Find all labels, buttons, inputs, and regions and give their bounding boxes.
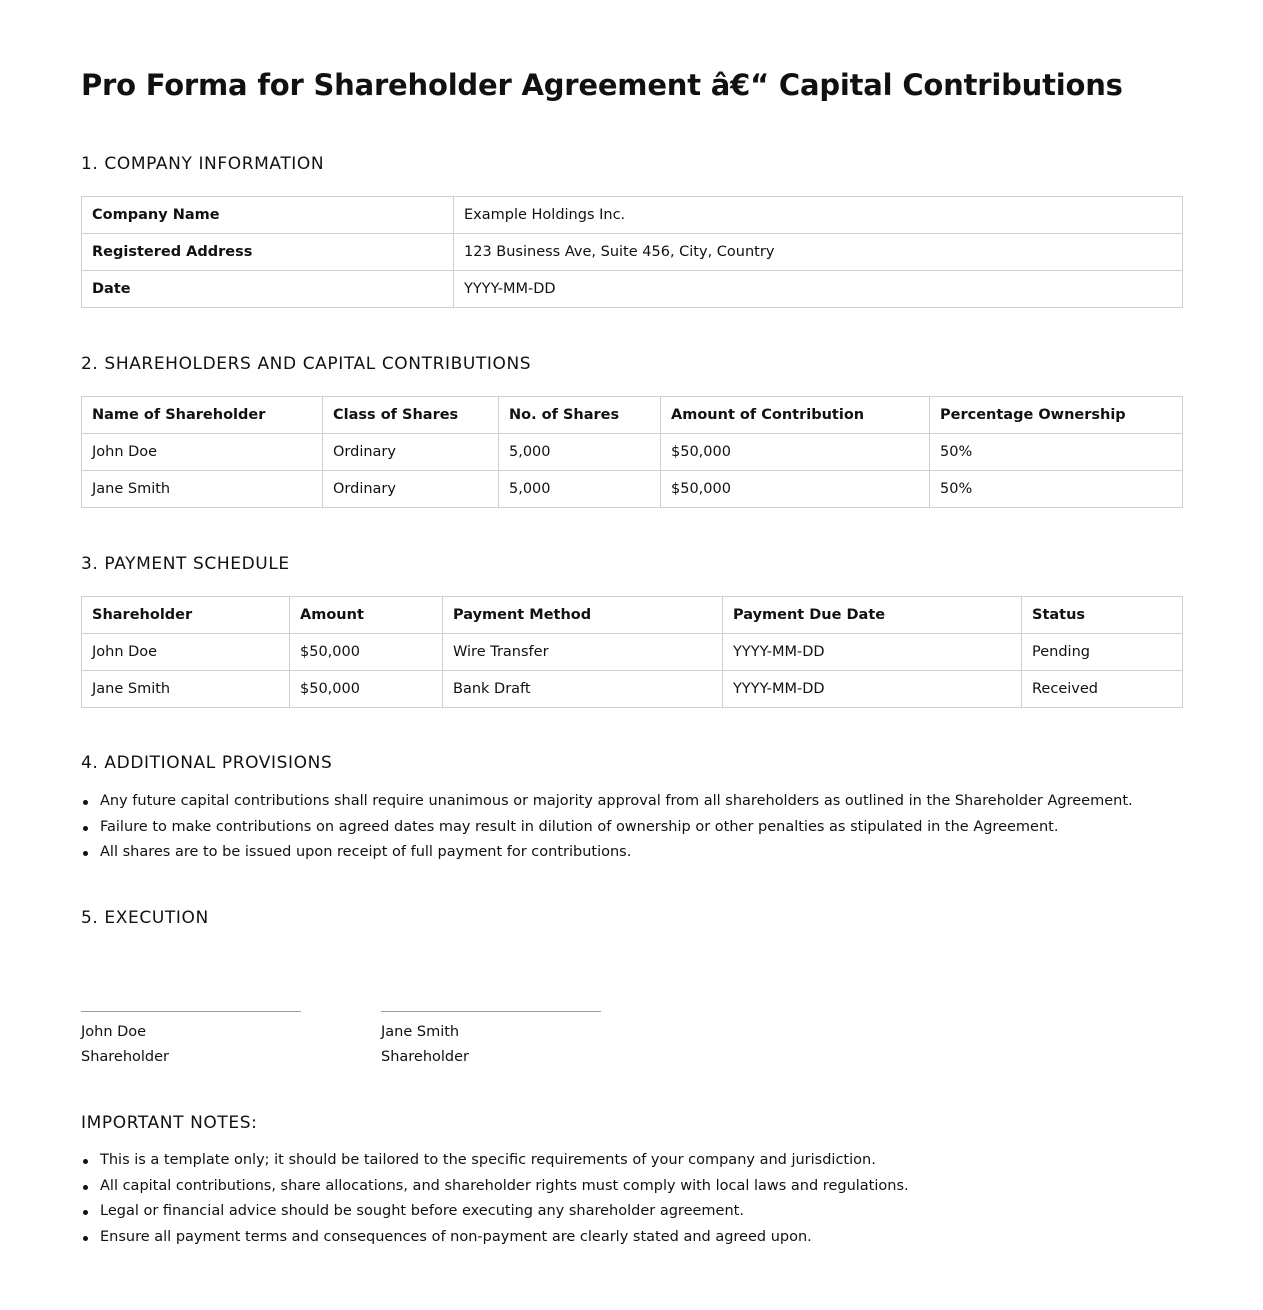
table-cell: John Doe (82, 434, 323, 471)
section-heading-notes: IMPORTANT NOTES: (81, 1113, 258, 1133)
status-cell: Received (1022, 671, 1183, 708)
list-item: Any future capital contributions shall require unanimous or majority approval from all shareholders as outlined in the Shareholder Agreement. (100, 789, 1133, 815)
table-row (82, 671, 1183, 708)
table-cell: 5,000 (499, 434, 661, 471)
signatory-name: John Doe (81, 1024, 147, 1040)
list-item: This is a template only; it should be tailored to the specific requirements of your company and jurisdiction. (100, 1148, 909, 1174)
table-row (82, 234, 1183, 271)
section-heading-execution: 5. EXECUTION (81, 908, 209, 928)
table-cell: YYYY-MM-DD (723, 671, 1022, 708)
table-row (82, 271, 1183, 308)
table-cell: Bank Draft (443, 671, 723, 708)
signature-line (81, 1011, 301, 1012)
column-header: Status (1022, 597, 1183, 634)
shareholders-table (81, 396, 1183, 508)
table-row (82, 634, 1183, 671)
provisions-list (81, 789, 1133, 866)
table-cell: 50% (930, 434, 1183, 471)
list-item: Failure to make contributions on agreed dates may result in dilution of ownership or other penalties as stipulated in the Agreement. (100, 815, 1133, 841)
table-cell: Ordinary (323, 434, 499, 471)
notes-list (81, 1148, 909, 1250)
table-cell: $50,000 (290, 671, 443, 708)
table-header-row (82, 397, 1183, 434)
signatory-role: Shareholder (381, 1049, 470, 1065)
table-cell: 50% (930, 471, 1183, 508)
section-heading-provisions: 4. ADDITIONAL PROVISIONS (81, 753, 333, 773)
document-title: Pro Forma for Shareholder Agreement â€“ Capital Contributions (81, 68, 1123, 102)
column-header: Class of Shares (323, 397, 499, 434)
column-header: Amount (290, 597, 443, 634)
column-header: Percentage Ownership (930, 397, 1183, 434)
payment-schedule-table (81, 596, 1183, 708)
signatory-name: Jane Smith (381, 1024, 460, 1040)
list-item: All capital contributions, share allocations, and shareholder rights must comply with local laws and regulations. (100, 1174, 909, 1200)
table-cell: YYYY-MM-DD (723, 634, 1022, 671)
table-cell: Ordinary (323, 471, 499, 508)
section-heading-company: 1. COMPANY INFORMATION (81, 154, 325, 174)
table-header-row (82, 597, 1183, 634)
column-header: Payment Due Date (723, 597, 1022, 634)
table-cell: Jane Smith (82, 671, 290, 708)
table-cell: Wire Transfer (443, 634, 723, 671)
date-label: Date (82, 271, 454, 308)
list-item: All shares are to be issued upon receipt of full payment for contributions. (100, 840, 1133, 866)
table-row (82, 471, 1183, 508)
list-item: Legal or financial advice should be sought before executing any shareholder agreement. (100, 1199, 909, 1225)
status-cell: Pending (1022, 634, 1183, 671)
column-header: Payment Method (443, 597, 723, 634)
table-cell: 5,000 (499, 471, 661, 508)
table-row (82, 197, 1183, 234)
company-name-label: Company Name (82, 197, 454, 234)
signatory-role: Shareholder (81, 1049, 170, 1065)
table-cell: Jane Smith (82, 471, 323, 508)
signature-line (381, 1011, 601, 1012)
column-header: Shareholder (82, 597, 290, 634)
registered-address-value: 123 Business Ave, Suite 456, City, Country (454, 234, 1183, 271)
table-cell: $50,000 (290, 634, 443, 671)
column-header: Amount of Contribution (661, 397, 930, 434)
column-header: Name of Shareholder (82, 397, 323, 434)
signature-block-2 (381, 1011, 601, 1070)
list-item: Ensure all payment terms and consequences of non-payment are clearly stated and agreed upon. (100, 1225, 909, 1251)
date-value: YYYY-MM-DD (454, 271, 1183, 308)
table-cell: $50,000 (661, 471, 930, 508)
section-heading-shareholders: 2. SHAREHOLDERS AND CAPITAL CONTRIBUTIONS (81, 354, 532, 374)
table-cell: $50,000 (661, 434, 930, 471)
table-cell: John Doe (82, 634, 290, 671)
registered-address-label: Registered Address (82, 234, 454, 271)
company-info-table (81, 196, 1183, 308)
section-heading-payment: 3. PAYMENT SCHEDULE (81, 554, 290, 574)
company-name-value: Example Holdings Inc. (454, 197, 1183, 234)
signature-block-1 (81, 1011, 301, 1070)
table-row (82, 434, 1183, 471)
column-header: No. of Shares (499, 397, 661, 434)
